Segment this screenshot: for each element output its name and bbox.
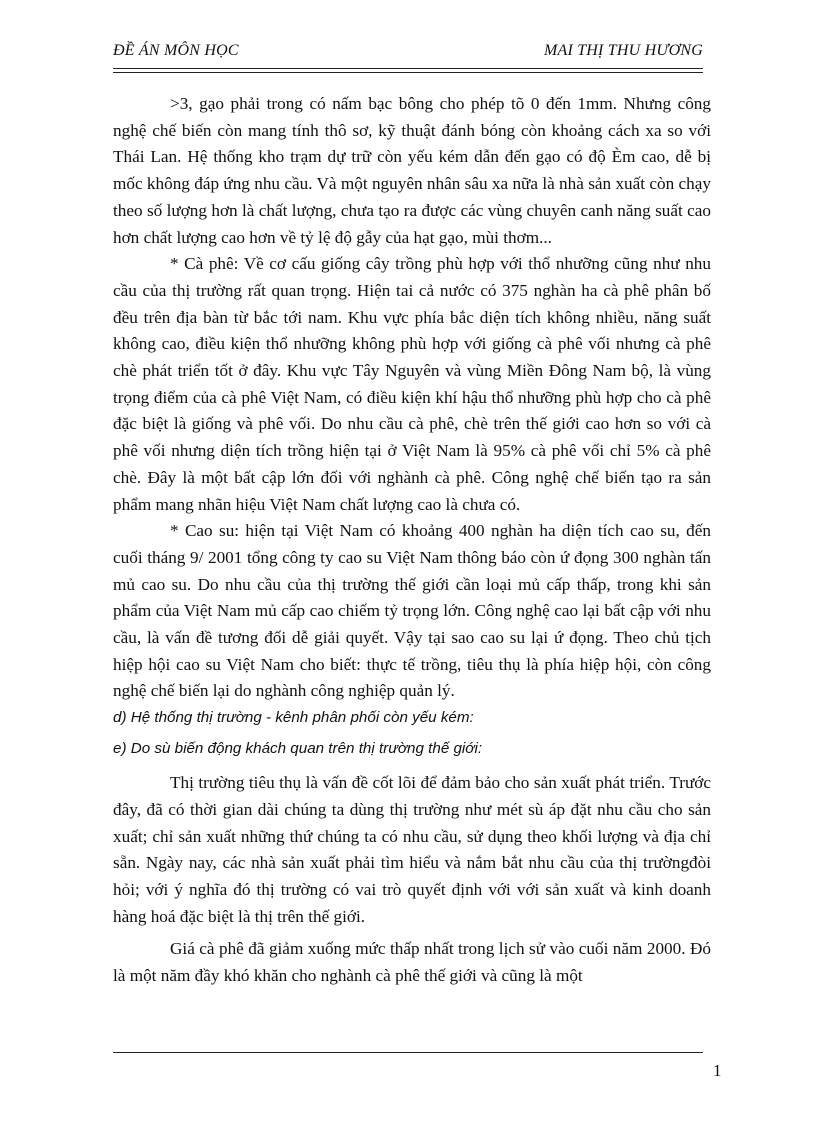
header-course-title: ĐỀ ÁN MÔN HỌC xyxy=(113,42,239,59)
document-body xyxy=(113,91,711,990)
heading-market-system: d) Hệ thống thị trường - kênh phân phối còn yếu kém: xyxy=(113,709,474,727)
paragraph-coffee-price: Giá cà phê đã giảm xuống mức thấp nhất trong lịch sử vào cuối năm 2000. Đó là một năm đầy khó khăn cho nghành cà phê thế giới và cũng là một xyxy=(113,939,711,986)
page-header xyxy=(113,42,703,60)
heading-world-market: e) Do sù biến động khách quan trên thị trường thế giới: xyxy=(113,740,483,758)
header-rule-thick xyxy=(113,68,703,69)
header-author-name: MAI THỊ THU HƯƠNG xyxy=(543,42,703,59)
paragraph-market: Thị trường tiêu thụ là vấn đề cốt lõi để đảm bảo cho sản xuất phát triển. Trước đây, đã có thời gian dài chúng ta dùng thị trường như mét sù áp đặt nhu cầu cho sản xuất; chỉ sản xuất những thứ chúng ta có nhu cầu, sử dụng theo khối lượng và địa chỉ sẵn. Ngày nay, các nhà sản xuất phải tìm hiểu và nắm bắt nhu cầu của thị trườngđòi hỏi; với ý nghĩa đó thị trường có vai trò quyết định với với sản xuất và kinh doanh hàng hoá đặc biệt là thị trên thế giới. xyxy=(113,773,711,926)
page-number: 1 xyxy=(713,1061,722,1080)
paragraph-rice: >3, gạo phải trong có nấm bạc bông cho phép tõ 0 đến 1mm. Nhưng công nghệ chế biến còn mang tính thô sơ, kỹ thuật đánh bóng còn khoảng cách xa so với Thái Lan. Hệ thống kho trạm dự trữ còn yếu kém dẫn đến gạo có độ Èm cao, dễ bị mốc không đáp ứng nhu cầu. Và một nguyên nhân sâu xa nữa là nhà sản xuất còn chạy theo số lượng hơn là chất lượng, chưa tạo ra được các vùng chuyên canh năng suất cao hơn chất lượng cao hơn về tỷ lệ độ gẫy của hạt gạo, mùi thơm... xyxy=(113,94,711,247)
footer-rule xyxy=(113,1052,703,1053)
paragraph-rubber: * Cao su: hiện tại Việt Nam có khoảng 400 nghàn ha diện tích cao su, đến cuối tháng 9/ 2001 tổng công ty cao su Việt Nam thông báo còn ứ đọng 300 nghàn tấn mủ cao su. Do nhu cầu của thị trường thế giới cần loại mủ cấp thấp, trong khi sản phẩm của Việt Nam mủ cấp cao chiếm tỷ trọng lớn. Công nghệ cao lại bất cập với nhu cầu, là vấn đề tương đối dễ giải quyết. Vậy tại sao cao su lại ứ đọng. Theo chủ tịch hiệp hội cao su Việt Nam cho biết: thực tế trồng, tiêu thụ là phía hiệp hội, còn công nghệ chế biến lại do nghành công nghiệp quản lý. xyxy=(113,521,711,701)
header-rule-thin xyxy=(113,72,703,73)
paragraph-coffee: * Cà phê: Về cơ cấu giống cây trồng phù hợp với thổ nhưỡng cũng như nhu cầu của thị trường rất quan trọng. Hiện tai cả nước có 375 nghàn ha cà phê phân bố đều trên địa bàn từ bắc tới nam. Khu vực phía bắc diện tích không nhiều, năng suất không cao, điều kiện thổ nhưỡng không phù hợp với giống cà phê vối nhưng cà phê chè phát triển tốt ở đây. Khu vực Tây Nguyên và vùng Miền Đông Nam bộ, là vùng trọng điểm của cà phê Việt Nam, có điều kiện khí hậu thổ nhưỡng phù hợp cho cà phê đặc biệt là giống và phê vối. Do nhu cầu cà phê, chè trên thế giới cao hơn so với cà phê vối nhưng diện tích trồng hiện tại ở Việt Nam là 95% cà phê vối chỉ 5% cà phê chè. Đây là một bất cập lớn đối với nghành cà phê. Công nghệ chế biến tạo ra sản phẩm mang nhãn hiệu Việt Nam chất lượng cao là chưa có. xyxy=(113,254,711,514)
